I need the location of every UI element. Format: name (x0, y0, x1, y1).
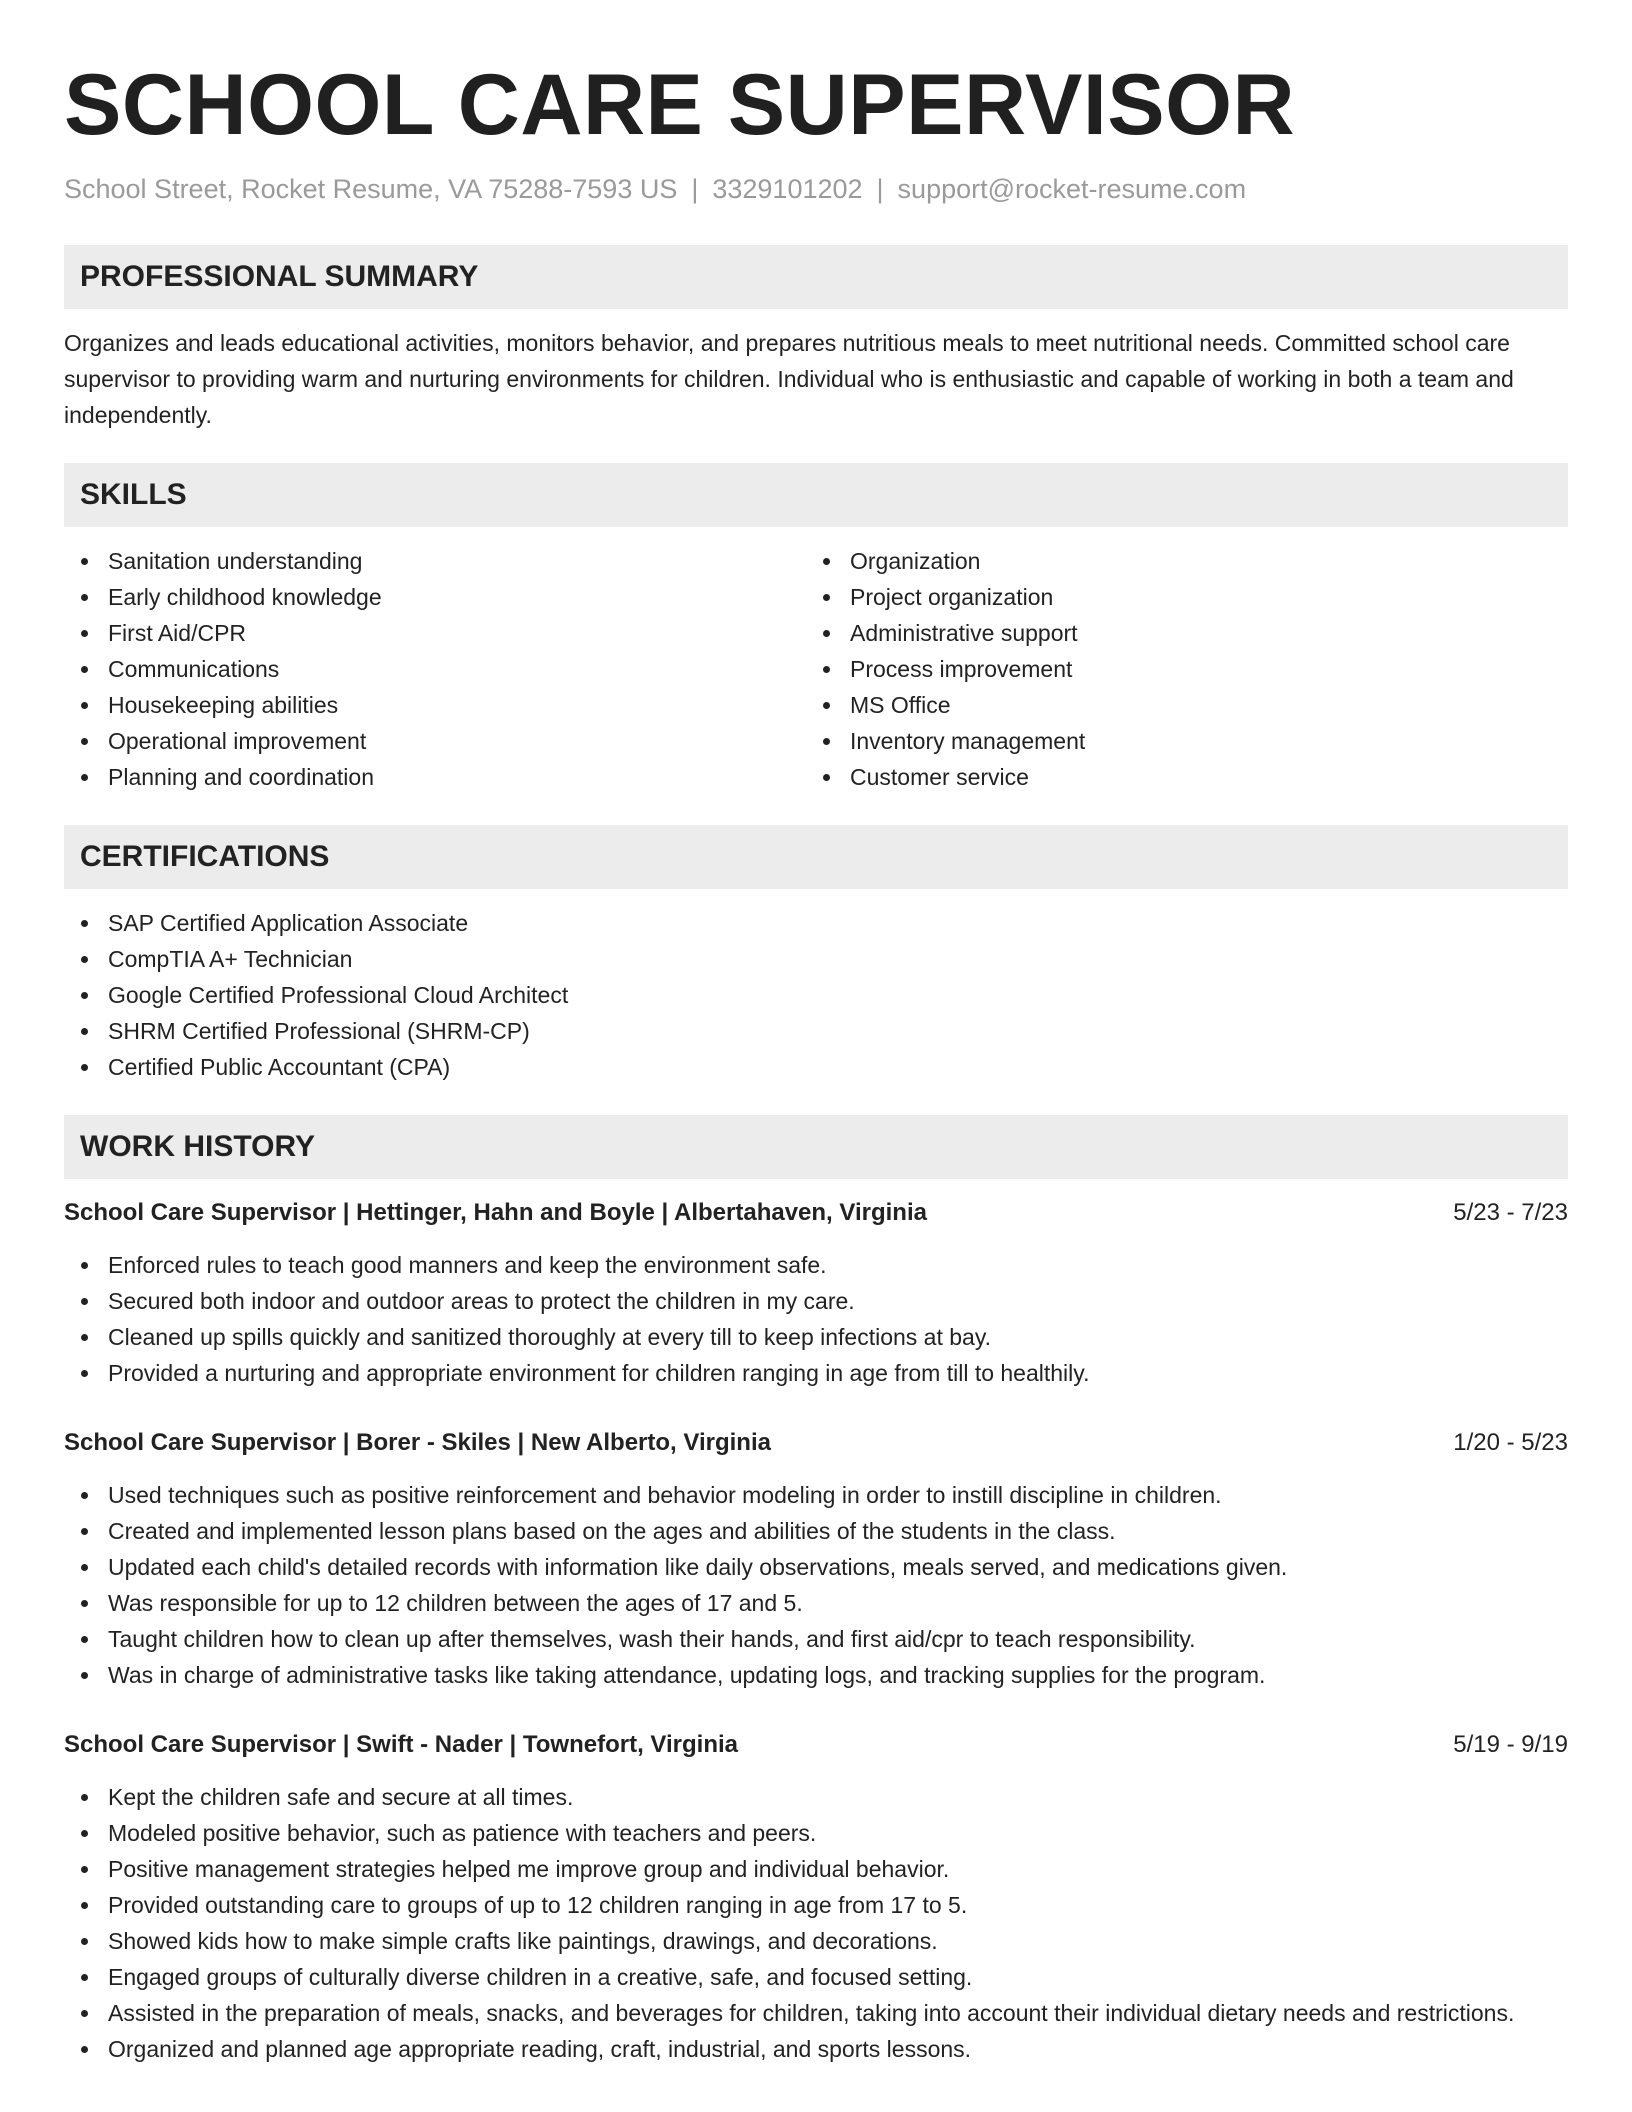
list-item: Positive management strategies helped me improve group and individual behavior. (64, 1851, 1568, 1887)
job-entry (64, 1425, 1568, 1693)
list-item: Google Certified Professional Cloud Architect (64, 977, 1568, 1013)
list-item: Modeled positive behavior, such as patience with teachers and peers. (64, 1815, 1568, 1851)
list-item: Showed kids how to make simple crafts like paintings, drawings, and decorations. (64, 1923, 1568, 1959)
list-item: Engaged groups of culturally diverse children in a creative, safe, and focused setting. (64, 1959, 1568, 1995)
skills-section (64, 463, 1568, 795)
summary-section (64, 245, 1568, 433)
job-dates: 1/20 - 5/23 (1453, 1429, 1568, 1456)
list-item: Customer service (806, 759, 1548, 795)
job-bullets (64, 1477, 1568, 1693)
list-item: Was in charge of administrative tasks like taking attendance, updating logs, and tracking supplies for the program. (64, 1657, 1568, 1693)
list-item: Created and implemented lesson plans based on the ages and abilities of the students in the class. (64, 1513, 1568, 1549)
list-item: Process improvement (806, 651, 1548, 687)
list-item: Operational improvement (64, 723, 806, 759)
job-entry (64, 1195, 1568, 1391)
job-title: School Care Supervisor | Hettinger, Hahn and Boyle | Albertahaven, Virginia (64, 1199, 927, 1226)
list-item: Provided outstanding care to groups of up to 12 children ranging in age from 17 to 5. (64, 1887, 1568, 1923)
list-item: SHRM Certified Professional (SHRM-CP) (64, 1013, 1568, 1049)
list-item: Certified Public Accountant (CPA) (64, 1049, 1568, 1085)
job-entry (64, 1727, 1568, 2067)
job-dates: 5/23 - 7/23 (1453, 1199, 1568, 1226)
job-bullets (64, 1779, 1568, 2067)
list-item: Updated each child's detailed records with information like daily observations, meals served, and medications given. (64, 1549, 1568, 1585)
address: School Street, Rocket Resume, VA 75288-7593 US (64, 174, 678, 204)
skills-columns (64, 543, 1568, 795)
list-item: Organization (806, 543, 1548, 579)
job-bullets (64, 1247, 1568, 1391)
job-dates: 5/19 - 9/19 (1453, 1731, 1568, 1758)
list-item: Enforced rules to teach good manners and keep the environment safe. (64, 1247, 1568, 1283)
list-item: Used techniques such as positive reinforcement and behavior modeling in order to instill discipline in children. (64, 1477, 1568, 1513)
job-header (64, 1727, 1568, 1763)
list-item: Organized and planned age appropriate reading, craft, industrial, and sports lessons. (64, 2031, 1568, 2067)
list-item: Provided a nurturing and appropriate environment for children ranging in age from till to healthily. (64, 1355, 1568, 1391)
job-title: School Care Supervisor | Borer - Skiles | New Alberto, Virginia (64, 1429, 771, 1456)
email-link[interactable]: support@rocket-resume.com (897, 174, 1247, 204)
contact-separator: | (876, 174, 884, 204)
list-item: Assisted in the preparation of meals, snacks, and beverages for children, taking into account their individual dietary needs and restrictions. (64, 1995, 1568, 2031)
resume-page (64, 58, 1568, 2067)
list-item: Early childhood knowledge (64, 579, 806, 615)
list-item: Project organization (806, 579, 1548, 615)
contact-line (64, 172, 1568, 206)
certifications-heading: CERTIFICATIONS (64, 825, 1568, 889)
certifications-list (64, 905, 1568, 1085)
list-item: Cleaned up spills quickly and sanitized thoroughly at every till to keep infections at bay. (64, 1319, 1568, 1355)
list-item: Communications (64, 651, 806, 687)
list-item: Housekeeping abilities (64, 687, 806, 723)
summary-text: Organizes and leads educational activities, monitors behavior, and prepares nutritious meals to meet nutritional needs. Committed school care supervisor to providing warm and nurturing environments for children. Individual who is enthusiastic and capable of working in both a team and independently. (64, 330, 1514, 428)
work-history-section (64, 1115, 1568, 2067)
contact-separator: | (691, 174, 699, 204)
list-item: Secured both indoor and outdoor areas to protect the children in my care. (64, 1283, 1568, 1319)
work-history-heading: WORK HISTORY (64, 1115, 1568, 1179)
skills-list-right (806, 543, 1548, 795)
list-item: Administrative support (806, 615, 1548, 651)
certifications-section (64, 825, 1568, 1085)
list-item: SAP Certified Application Associate (64, 905, 1568, 941)
job-header (64, 1425, 1568, 1461)
list-item: Inventory management (806, 723, 1548, 759)
list-item: Was responsible for up to 12 children between the ages of 17 and 5. (64, 1585, 1568, 1621)
job-header (64, 1195, 1568, 1231)
list-item: First Aid/CPR (64, 615, 806, 651)
phone: 3329101202 (712, 174, 863, 204)
list-item: Kept the children safe and secure at all times. (64, 1779, 1568, 1815)
summary-heading: PROFESSIONAL SUMMARY (64, 245, 1568, 309)
list-item: Taught children how to clean up after themselves, wash their hands, and first aid/cpr to teach responsibility. (64, 1621, 1568, 1657)
skills-heading: SKILLS (64, 463, 1568, 527)
list-item: Sanitation understanding (64, 543, 806, 579)
list-item: CompTIA A+ Technician (64, 941, 1568, 977)
job-title: School Care Supervisor | Swift - Nader | Townefort, Virginia (64, 1731, 738, 1758)
skills-list-left (64, 543, 806, 795)
list-item: MS Office (806, 687, 1548, 723)
candidate-name: SCHOOL CARE SUPERVISOR (64, 57, 1296, 153)
list-item: Planning and coordination (64, 759, 806, 795)
